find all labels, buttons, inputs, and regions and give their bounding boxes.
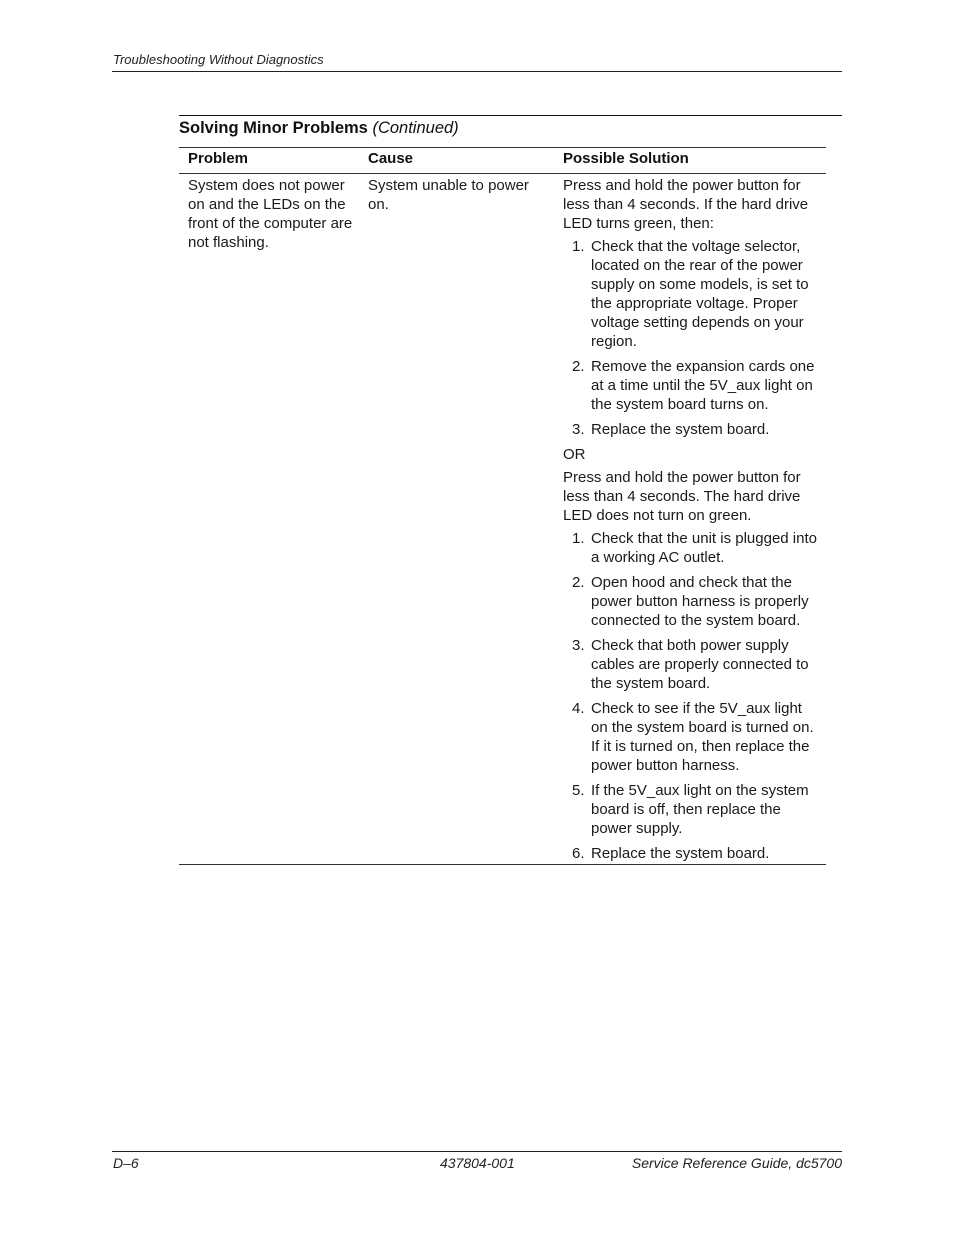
step-text: Replace the system board. <box>591 845 770 862</box>
solution-step <box>563 573 818 630</box>
solution-step <box>563 636 818 693</box>
solution-step <box>563 237 818 351</box>
solution-intro-2: Press and hold the power button for less than 4 seconds. The hard drive LED does not turn on green. <box>563 469 801 524</box>
solution-step <box>563 844 818 863</box>
step-number: 3. <box>572 637 585 654</box>
footer-guide-title: Service Reference Guide, dc5700 <box>631 1155 842 1171</box>
table-title-main: Solving Minor Problems <box>179 119 368 137</box>
step-number: 4. <box>572 700 585 717</box>
step-number: 2. <box>572 574 585 591</box>
step-text: Check that the voltage selector, located on the rear of the power supply on some models, is set to the appropriate voltage. Proper voltage setting depends on your region. <box>591 238 809 350</box>
column-header-cause: Cause <box>368 150 414 167</box>
column-header-top-rule <box>179 147 826 148</box>
header-rule <box>112 71 842 72</box>
step-text: If the 5V_aux light on the system board is off, then replace the power supply. <box>591 782 809 837</box>
table-top-rule <box>179 115 842 116</box>
step-number: 5. <box>572 782 585 799</box>
step-text: Remove the expansion cards one at a time until the 5V_aux light on the system board turns on. <box>591 358 815 413</box>
solution-step <box>563 781 818 838</box>
solution-steps-1 <box>563 237 818 439</box>
solution-step <box>563 529 818 567</box>
step-number: 1. <box>572 238 585 255</box>
solution-step <box>563 420 818 439</box>
step-text: Replace the system board. <box>591 421 770 438</box>
step-text: Check that both power supply cables are properly connected to the system board. <box>591 637 809 692</box>
footer-rule <box>112 1151 842 1152</box>
cause-cell: System unable to power on. <box>368 177 529 213</box>
step-text: Open hood and check that the power button harness is properly connected to the system board. <box>591 574 809 629</box>
running-header: Troubleshooting Without Diagnostics <box>113 52 324 67</box>
problem-cell: System does not power on and the LEDs on the front of the computer are not flashing. <box>188 177 353 251</box>
step-number: 1. <box>572 530 585 547</box>
step-number: 6. <box>572 845 585 862</box>
step-number: 3. <box>572 421 585 438</box>
solution-step <box>563 699 818 775</box>
step-text: Check to see if the 5V_aux light on the system board is turned on. If it is turned on, then replace the power button harness. <box>591 700 814 774</box>
solution-intro-1: Press and hold the power button for less than 4 seconds. If the hard drive LED turns green, then: <box>563 177 809 232</box>
column-header-solution: Possible Solution <box>563 150 689 167</box>
solution-or-label: OR <box>563 446 586 463</box>
footer-page-label: D–6 <box>113 1155 139 1171</box>
table-title-suffix: (Continued) <box>372 119 459 137</box>
solution-cell <box>563 176 818 869</box>
table-title <box>179 119 459 138</box>
footer-doc-number: 437804-001 <box>440 1155 515 1171</box>
column-header-problem: Problem <box>188 150 249 167</box>
solution-step <box>563 357 818 414</box>
table-bottom-rule <box>179 864 826 865</box>
column-header-bottom-rule <box>179 173 826 174</box>
step-text: Check that the unit is plugged into a working AC outlet. <box>591 530 817 566</box>
solution-steps-2 <box>563 529 818 863</box>
step-number: 2. <box>572 358 585 375</box>
